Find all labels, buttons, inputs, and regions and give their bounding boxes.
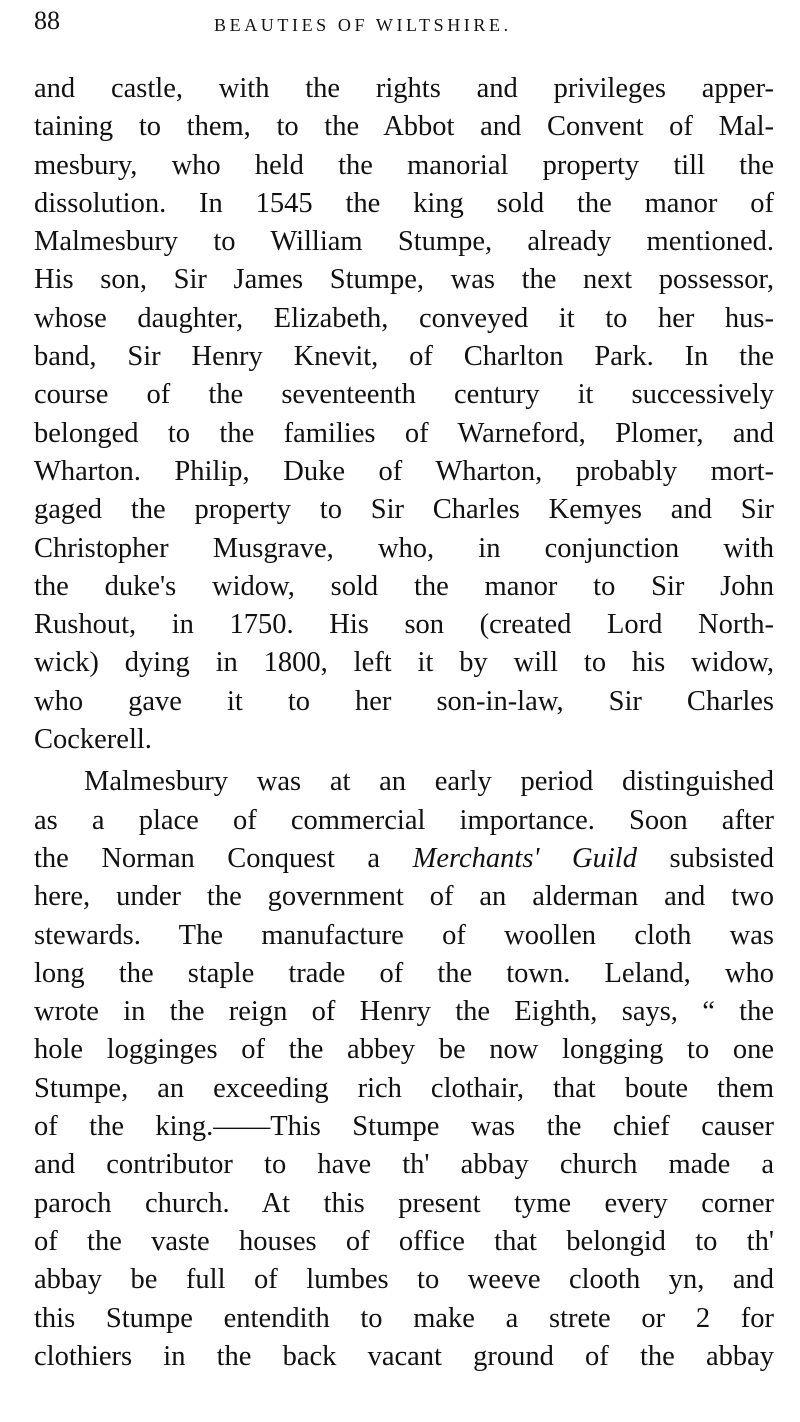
text-line: who gave it to her son-in-law, Sir Charles [34, 685, 774, 717]
text-line: mesbury, who held the manorial property till the [34, 149, 774, 181]
page-number: 88 [34, 6, 60, 35]
text-line: Malmesbury was at an early period distinguished [84, 766, 774, 798]
text-line: taining to them, to the Abbot and Convent of Mal- [34, 111, 774, 143]
page-header [34, 4, 774, 44]
text-line-with-italic [34, 840, 774, 878]
paragraph-commerce [34, 763, 774, 1376]
text-line: of the vaste houses of office that belongid to th' [34, 1225, 774, 1257]
text-line: Christopher Musgrave, who, in conjunction with [34, 532, 774, 564]
text-line: Stumpe, an exceeding rich clothair, that boute them [34, 1072, 774, 1104]
paragraph-ownership [34, 70, 774, 759]
text-line: His son, Sir James Stumpe, was the next possessor, [34, 264, 774, 296]
text-line: Cockerell. [34, 724, 152, 756]
text-line: abbay be full of lumbes to weeve clooth yn, and [34, 1264, 774, 1296]
text-line: band, Sir Henry Knevit, of Charlton Park. In the [34, 341, 774, 373]
text-line: and castle, with the rights and privileges apper- [34, 73, 774, 104]
text-line: as a place of commercial importance. Soon after [34, 804, 774, 836]
text-line: this Stumpe entendith to make a strete or 2 for [34, 1302, 774, 1334]
text-line: dissolution. In 1545 the king sold the manor of [34, 187, 774, 219]
running-title: BEAUTIES OF WILTSHIRE. [214, 15, 512, 35]
text-line: paroch church. At this present tyme every corner [34, 1187, 774, 1219]
text-line: here, under the government of an alderman and two [34, 881, 774, 913]
text-line: gaged the property to Sir Charles Kemyes and Sir [34, 494, 774, 526]
text-line: Rushout, in 1750. His son (created Lord North- [34, 609, 774, 641]
text-line: hole logginges of the abbey be now longging to one [34, 1034, 774, 1066]
text-line: wrote in the reign of Henry the Eighth, says, “ the [34, 996, 774, 1028]
text-line: Malmesbury to William Stumpe, already mentioned. [34, 226, 774, 258]
text-line: the duke's widow, sold the manor to Sir John [34, 570, 774, 602]
text-line: long the staple trade of the town. Leland, who [34, 957, 774, 989]
line-text: subsisted [669, 842, 774, 874]
text-line: Wharton. Philip, Duke of Wharton, probably mort- [34, 455, 774, 487]
text-line: belonged to the families of Warneford, Plomer, and [34, 417, 774, 449]
line-text: the Norman Conquest a [34, 842, 381, 874]
body-text [34, 70, 774, 1376]
text-line: whose daughter, Elizabeth, conveyed it to her hus- [34, 302, 774, 334]
text-line: and contributor to have th' abbay church made a [34, 1149, 774, 1181]
text-line: course of the seventeenth century it successively [34, 379, 774, 411]
text-line: stewards. The manufacture of woollen cloth was [34, 919, 774, 951]
text-line: of the king.——This Stumpe was the chief causer [34, 1111, 774, 1143]
text-line: wick) dying in 1800, left it by will to his widow, [34, 647, 774, 679]
italic-phrase: Merchants' Guild [412, 842, 637, 874]
text-line: clothiers in the back vacant ground of the abbay [34, 1340, 774, 1372]
